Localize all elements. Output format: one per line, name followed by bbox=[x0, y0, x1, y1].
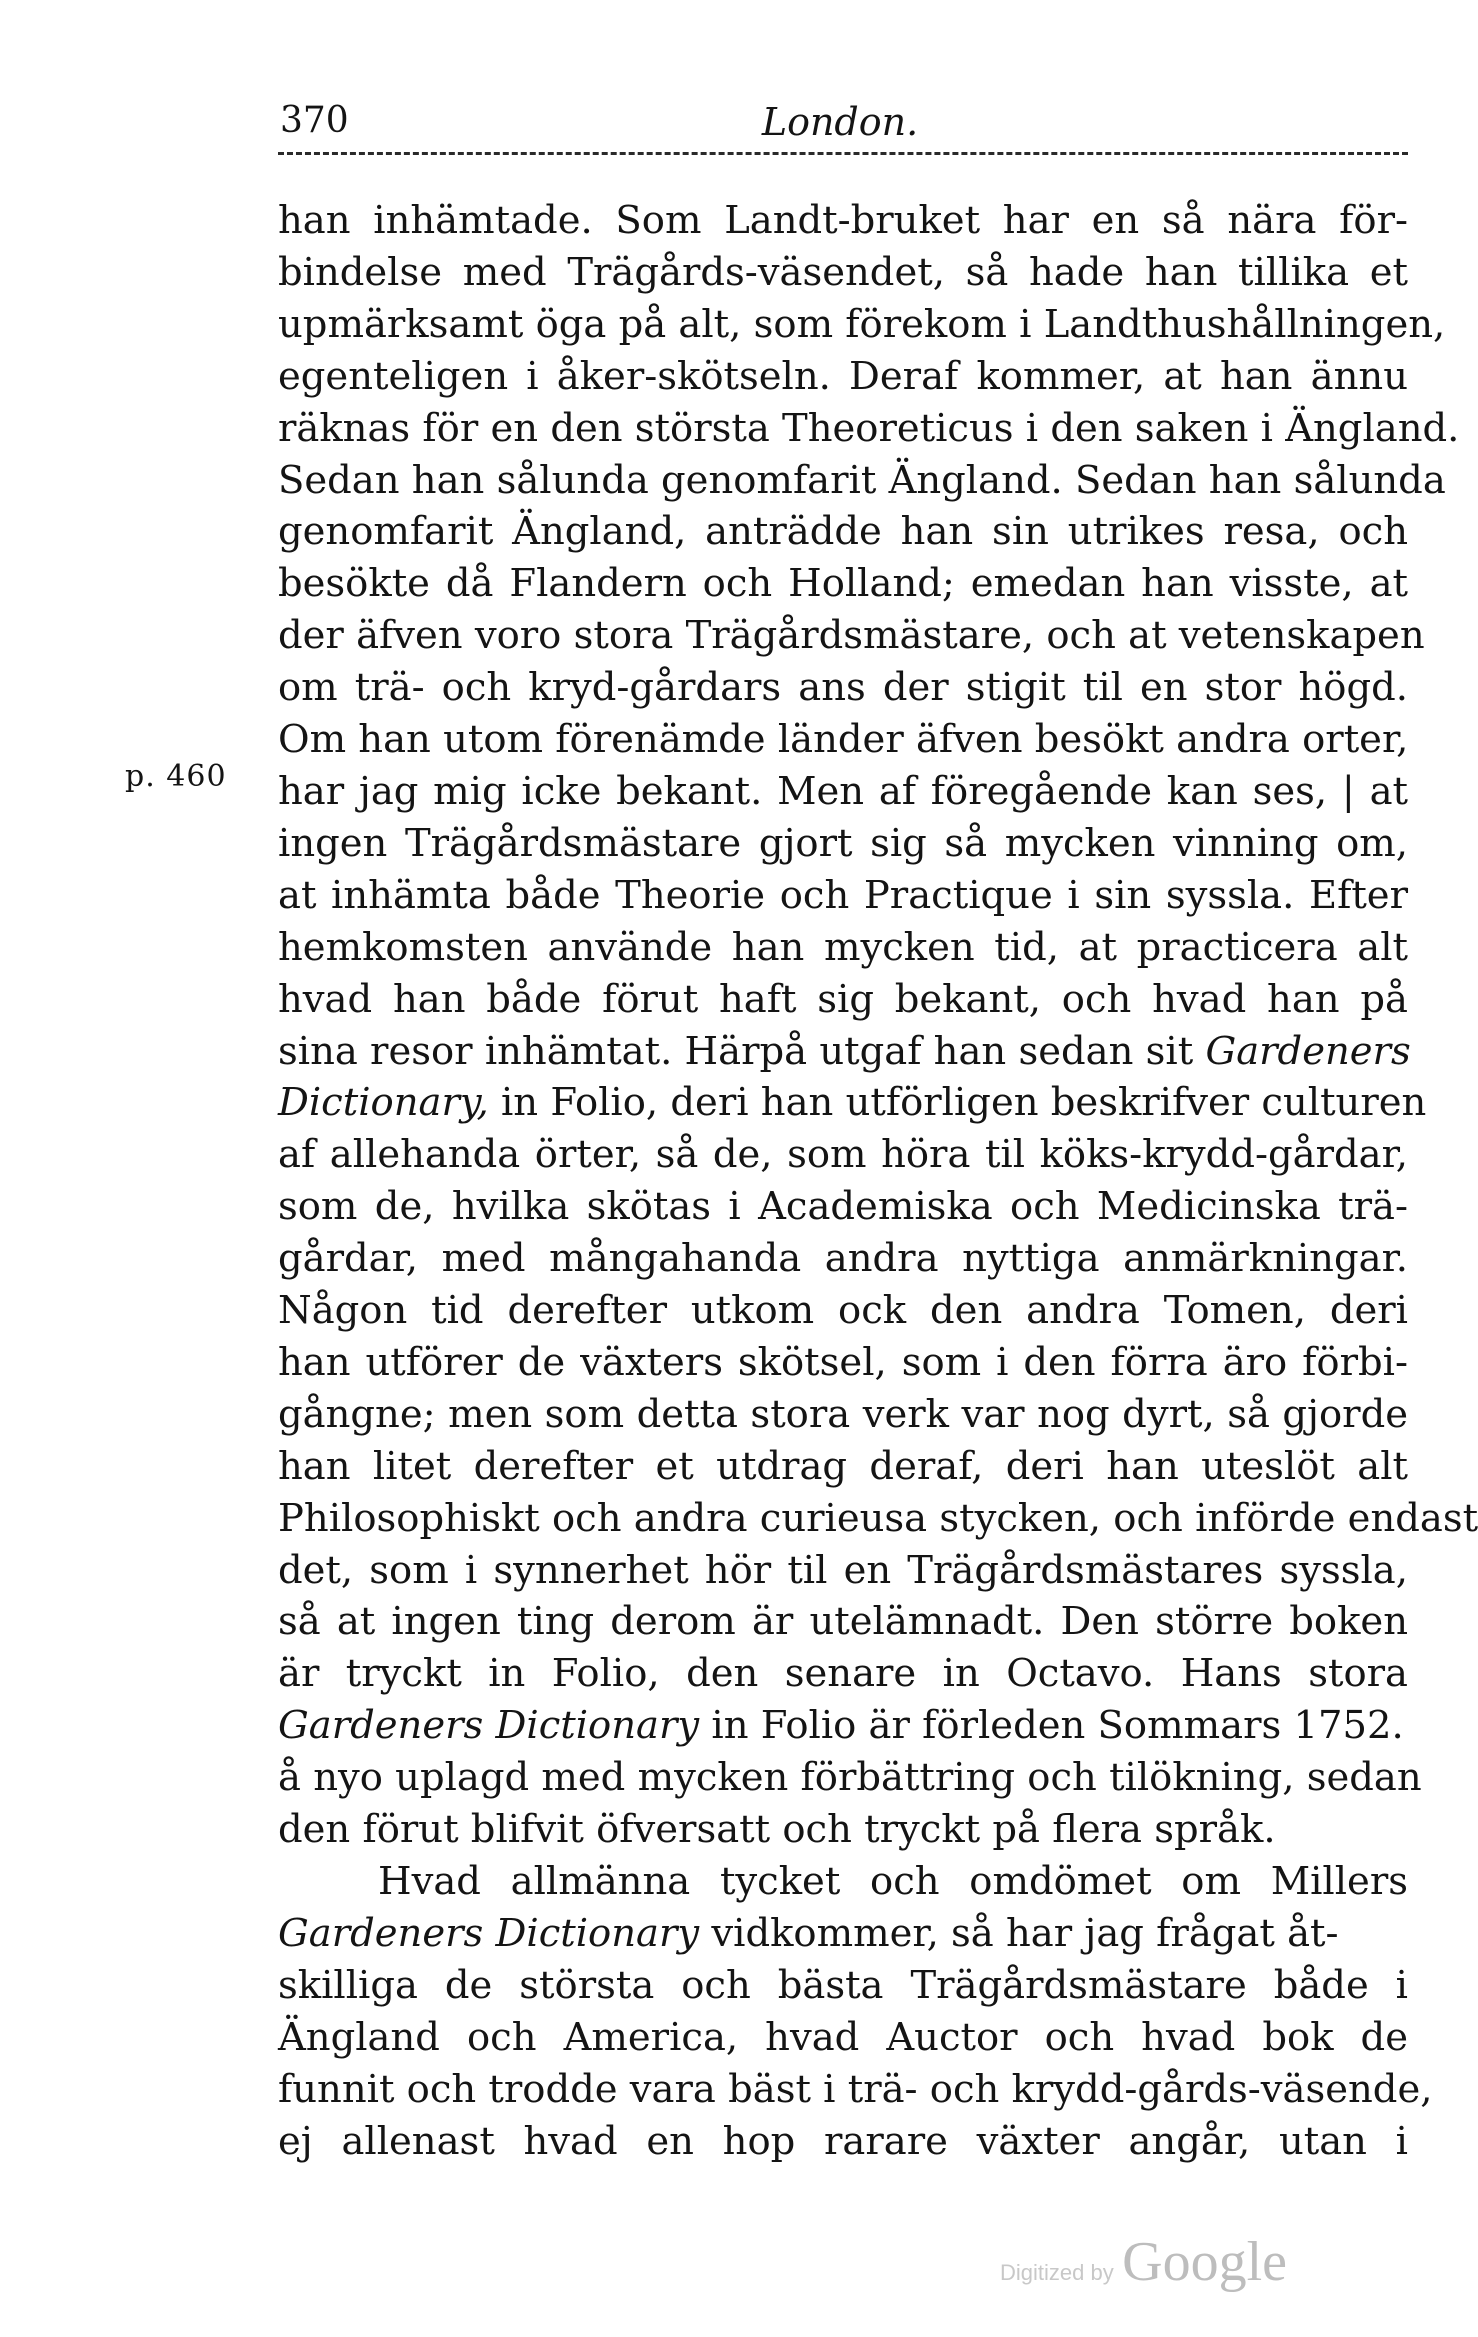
text-line: upmärksamt öga på alt, som förekom i Landthushållningen, bbox=[278, 301, 1446, 347]
text-line bbox=[278, 1700, 1408, 1752]
text-line: å nyo uplagd med mycken förbättring och tilökning, sedan bbox=[278, 1755, 1422, 1801]
book-title: Gardeners bbox=[1205, 1028, 1411, 1074]
line-text: vidkommer, så har jag frågat åt- bbox=[699, 1910, 1339, 1956]
text-line: besökte då Flandern och Holland; emedan han visste, at bbox=[278, 561, 1408, 607]
text-line bbox=[278, 1908, 1408, 1960]
text-line: som de, hvilka skötas i Academiska och Medicinska trä- bbox=[278, 1184, 1408, 1230]
page-number: 370 bbox=[280, 100, 349, 141]
text-line bbox=[278, 1026, 1411, 1078]
text-line: gårdar, med mångahanda andra nyttiga anmärkningar. bbox=[278, 1236, 1408, 1282]
line-text: in Folio är förleden Sommars 1752. bbox=[699, 1703, 1404, 1749]
text-line: egenteligen i åker-skötseln. Deraf kommer, at han ännu bbox=[278, 353, 1408, 399]
text-line: det, som i synnerhet hör til en Trägårdsmästares syssla, bbox=[278, 1547, 1408, 1593]
text-line: hvad han både förut haft sig bekant, och hvad han på bbox=[278, 976, 1408, 1022]
text-line bbox=[278, 1077, 1427, 1129]
text-line: hemkomsten använde han mycken tid, at practicera alt bbox=[278, 924, 1408, 970]
text-line: bindelse med Trägårds-väsendet, så hade han tillika et bbox=[278, 249, 1408, 295]
text-line: den förut blifvit öfversatt och tryckt på flera språk. bbox=[278, 1807, 1276, 1853]
digitized-by-label: Digitized by bbox=[1000, 2260, 1114, 2285]
digitization-watermark bbox=[1000, 2230, 1287, 2294]
text-line: Någon tid derefter utkom ock den andra Tomen, deri bbox=[278, 1288, 1408, 1334]
body-text bbox=[278, 195, 1478, 2167]
text-line: ej allenast hvad en hop rarare växter angår, utan i bbox=[278, 2118, 1408, 2164]
line-text: sina resor inhämtat. Härpå utgaf han sedan sit bbox=[278, 1028, 1194, 1074]
text-line: Hvad allmänna tycket och omdömet om Millers bbox=[378, 1859, 1408, 1904]
book-title: Dictionary, bbox=[278, 1080, 489, 1126]
text-line: han utförer de växters skötsel, som i den förra äro förbi- bbox=[278, 1339, 1408, 1385]
header-rule bbox=[278, 152, 1408, 155]
page-header bbox=[280, 100, 1400, 144]
text-line: der äfven voro stora Trägårdsmästare, och at vetenskapen bbox=[278, 613, 1425, 659]
text-line: gångne; men som detta stora verk var nog dyrt, så gjorde bbox=[278, 1391, 1408, 1437]
text-line: ingen Trägårdsmästare gjort sig så mycken vinning om, bbox=[278, 820, 1408, 866]
text-line: räknas för en den största Theoreticus i den saken i Ängland. bbox=[278, 405, 1460, 451]
text-line: han litet derefter et utdrag deraf, deri han uteslöt alt bbox=[278, 1443, 1408, 1489]
text-line: Om han utom förenämde länder äfven besökt andra orter, bbox=[278, 717, 1409, 763]
book-title: Gardeners Dictionary bbox=[278, 1703, 700, 1749]
text-line: är tryckt in Folio, den senare in Octavo. Hans stora bbox=[278, 1651, 1408, 1697]
text-line: skilliga de största och bästa Trägårdsmästare både i bbox=[278, 1962, 1408, 2008]
running-head: London. bbox=[761, 100, 919, 144]
text-line: han inhämtade. Som Landt-bruket har en så nära för- bbox=[278, 198, 1408, 243]
text-line: Ängland och America, hvad Auctor och hvad bok de bbox=[278, 2014, 1408, 2060]
text-line: så at ingen ting derom är utelämnadt. Den större boken bbox=[278, 1599, 1408, 1645]
book-title: Gardeners Dictionary bbox=[278, 1910, 700, 1956]
margin-page-reference: p. 460 bbox=[125, 759, 227, 794]
line-text: in Folio, deri han utförligen beskrifver culturen bbox=[488, 1080, 1427, 1126]
text-line: Philosophiskt och andra curieusa stycken, och införde endast bbox=[278, 1495, 1478, 1541]
google-logo: Google bbox=[1122, 2231, 1288, 2293]
text-line: genomfarit Ängland, anträdde han sin utrikes resa, och bbox=[278, 509, 1408, 555]
text-line: har jag mig icke bekant. Men af föregående kan ses, | at bbox=[278, 768, 1408, 814]
text-line: Sedan han sålunda genomfarit Ängland. Sedan han sålunda bbox=[278, 457, 1446, 503]
text-line: om trä- och kryd-gårdars ans der stigit til en stor högd. bbox=[278, 665, 1408, 711]
text-line: at inhämta både Theorie och Practique i sin syssla. Efter bbox=[278, 872, 1408, 918]
text-line: funnit och trodde vara bäst i trä- och krydd-gårds-väsende, bbox=[278, 2066, 1433, 2112]
text-line: af allehanda örter, så de, som höra til köks-krydd-gårdar, bbox=[278, 1132, 1408, 1178]
